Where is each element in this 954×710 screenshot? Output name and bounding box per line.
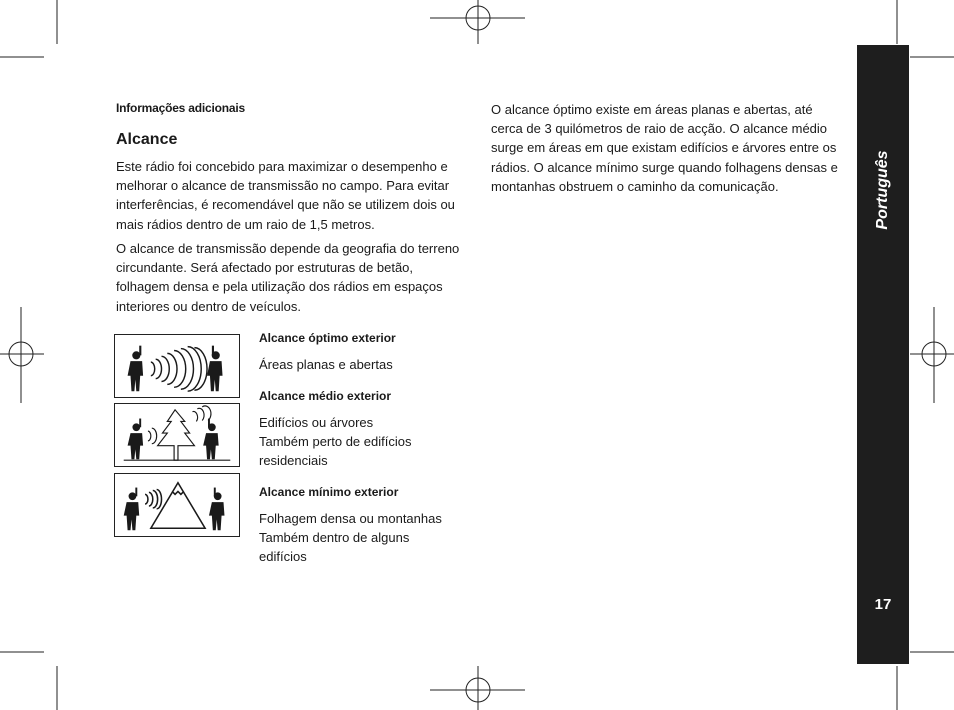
mountain-obstruction-icon	[114, 473, 240, 537]
optimal-range-title: Alcance óptimo exterior	[259, 331, 396, 345]
language-side-tab	[857, 45, 909, 664]
range-summary-paragraph: O alcance óptimo existe em áreas planas e abertas, até cerca de 3 quilómetros de raio de acção. O alcance médio surge em áreas em que existam edifícios e árvores entre os rádios. O alcance mínimo surge quando folhagens densas e montanhas obstruem o caminho da comunicação.	[491, 102, 838, 194]
section-heading: Informações adicionais	[116, 101, 245, 115]
page-title: Alcance	[116, 131, 178, 148]
language-label: Português	[874, 150, 891, 230]
minimum-range-title: Alcance mínimo exterior	[259, 485, 399, 499]
geography-paragraph: O alcance de transmissão depende da geografia do terreno circundante. Será afectado por estruturas de betão, folhagem densa e pela utilização dos rádios em espaços interiores ou dentro de veículos.	[116, 241, 460, 314]
optimal-range-description: Áreas planas e abertas	[259, 357, 393, 372]
minimum-range-description: Folhagem densa ou montanhas Também dentro de alguns edifícios	[259, 511, 442, 565]
tree-obstruction-icon	[114, 403, 240, 467]
open-field-icon	[114, 334, 240, 398]
medium-range-description: Edifícios ou árvores Também perto de edifícios residenciais	[259, 415, 412, 469]
medium-range-title: Alcance médio exterior	[259, 389, 392, 403]
page-number: 17	[874, 596, 892, 613]
intro-paragraph: Este rádio foi concebido para maximizar o desempenho e melhorar o alcance de transmissão no campo. Para evitar interferências, é recomendável que não se utilizem dois ou mais rádios dentro de um raio de 1,5 metros.	[116, 159, 455, 232]
